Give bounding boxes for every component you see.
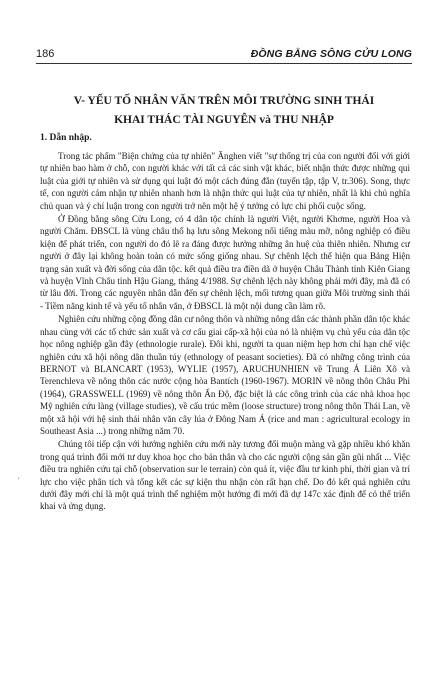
chapter-title-line-2: KHAI THÁC TÀI NGUYÊN và THU NHẬP [114, 114, 334, 126]
page-number: 186 [36, 48, 55, 60]
chapter-title [40, 92, 408, 130]
section-heading: 1. Dẫn nhập. [40, 133, 92, 143]
page-header [36, 46, 412, 66]
running-head: ĐỒNG BẰNG SÔNG CỬU LONG [250, 48, 412, 60]
paragraph-2: Ở Đồng bằng sông Cửu Long, có 4 dân tộc chính là người Việt, người Khơme, người Hoa và người Chăm. ĐBSCL là vùng châu thổ hạ lưu sông Mekong nổi tiếng màu mỡ, nông nghiệp có điều kiện để phát triển, con người do đó lẽ ra đáng được hưởng những ân huệ của thiên nhiên. Nhưng cư người ở đây lại không hoàn toàn có mức sống giống nhau. Sự chênh lệch thể hiện qua Bảng Hiện trạng sản xuất và đời sống của dân tộc. kết quả điều tra điền dã ở huyện Châu Thành tỉnh Kiên Giang và huyện Vĩnh Châu tỉnh Hậu Giang, tháng 4/1988. Sự chênh lệch này không phải mới đây, mà đã có từ lâu đời. Trong các nguyên nhân dẫn đến sự chênh lệch, mối tương quan giữa Môi trường sinh thái - Tiềm năng kinh tế và yếu tố nhân văn, ở ĐBSCL là một nội dung cần làm rõ. [40, 214, 410, 311]
paragraph-1: Trong tác phẩm "Biện chứng của tự nhiên" Ănghen viết "sự thống trị của con người đối với giới tự nhiên bao hàm ở chỗ, con người khác với tất cả các sinh vật khác, biết nhận thức được những qui luật của giới tự nhiên và sử dụng qui luật đó một cách đúng đắn (tuyển tập, tập V, tr.306). Song, thực tế, con người cảm nhận tự nhiên nhanh hơn là nhận thức qui luật của tự nhiên, nhất là khi chủ nghĩa chủ quan và ý chí luận trong con người trở nên một hệ ý tưởng có lực chi phối cuộc sống. [40, 151, 410, 211]
chapter-title-line-1: V- YẾU TỐ NHÂN VĂN TRÊN MÔI TRƯỜNG SINH THÁI [73, 95, 375, 107]
paragraph-4: Chúng tôi tiếp cận với hướng nghiên cứu mới này tương đối muộn màng và gặp nhiều khó khăn trong quá trình đổi mới tư duy khoa học cho bản thân và cho các người cộng sản gần gũi nhất ... Việc điều tra nghiên cứu tại chỗ (observation sur le terrain) còn quá ít, việc đầu tư kinh phí, thời gian và trí lực cho việc phân tích và tổng kết các sự kiện thu nhận còn rất hạn chế. Do đó kết quả nghiên cứu dưới đây mới chỉ là một quá trình thể nghiệm một hướng đi mới đã dự 147c xác định để có thể triển khai và ứng dụng. [40, 439, 410, 512]
body-text [40, 150, 410, 514]
paragraph-3: Nghiên cứu những cộng đồng dân cư nông thôn và những nông dân các thành phần dân tộc khác nhau cùng với các tổ chức sản xuất và cơ cấu giai cấp-xã hội của nó là nhiệm vụ chủ yếu của dân tộc học nông nghiệp gần đây (ethnologie rurale). Đôi khi, người ta quan niệm hẹp hơn chỉ hạn chế việc nghiên cứu xã hội nông dân thuần túy (ethnology of peasant societies). Đã có những công trình của BERNOT và BLANCART (1953), WYLIE (1957), ARUCHUNHIEN về Trung Á Liên Xô và Terenchleva về nông thôn các nước cộng hòa Bantích (1960-1967). MORIN về nông thôn Châu Phi (1964), GRASSWELL (1969) về nông thôn Ấn Độ, đặc biệt là các công trình của các nhà khoa học Mỹ nghiên cứu làng (village studies), về cấu trúc mềm (loose structure) trong nông thôn Thái Lan, về một xã hội với hệ sinh thái nhân văn cây lúa ở Đông Nam Á (rice and man : agricultural ecology in Southeast Asia ...) trong những năm 70. [40, 314, 410, 436]
margin-mark: ʹ [18, 476, 20, 485]
header-rule [36, 63, 412, 64]
